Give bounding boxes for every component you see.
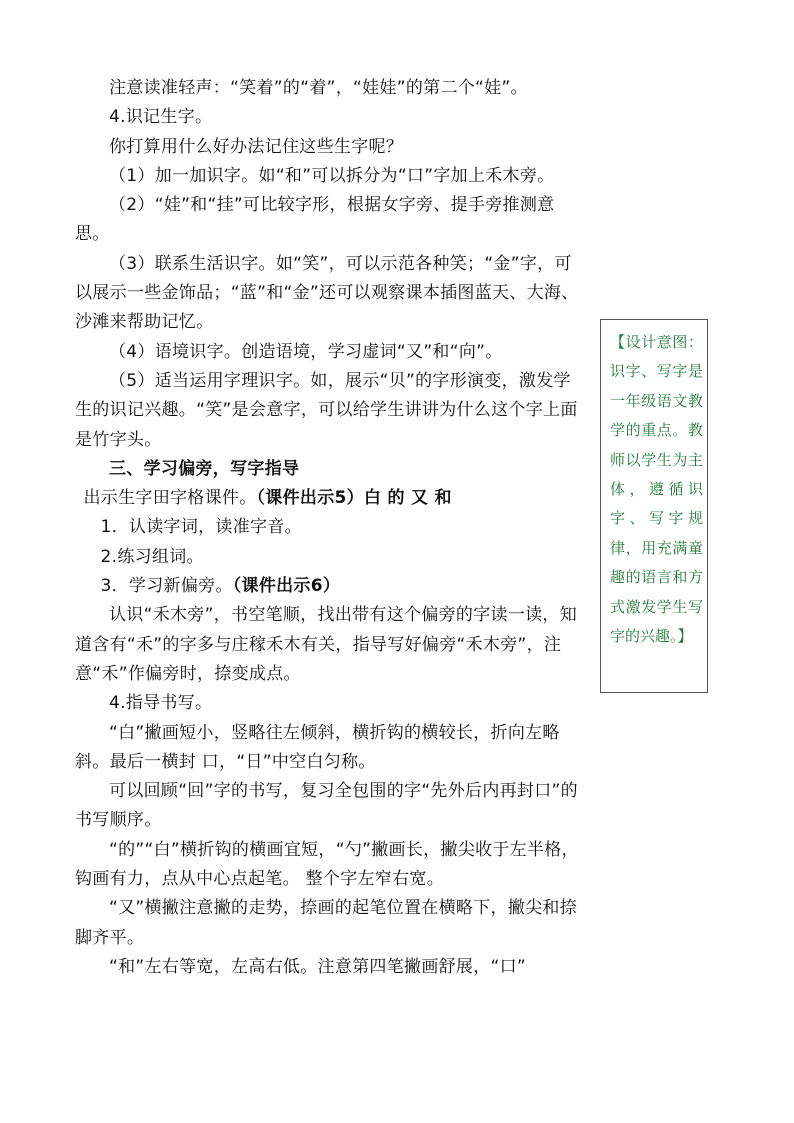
method-4-context: （4）语境识字。创造语境，学习虚词“又”和“向”。 bbox=[109, 341, 503, 362]
lesson-body bbox=[75, 74, 581, 982]
question-prompt: 你打算用什么好办法记住这些生字呢？ bbox=[109, 136, 404, 157]
step-3-radical bbox=[75, 572, 581, 601]
method-2-compare-shapes: （2）“娃”和“挂”可比较字形，根据女字旁、提手旁推测意思。 bbox=[75, 195, 555, 245]
method-1-add-strokes: （1）加一加识字。如“和”可以拆分为“口”字加上禾木旁。 bbox=[109, 165, 555, 186]
courseware-intro: 出示生字田字格课件。 bbox=[83, 488, 257, 509]
step-4-heading: 4.识记生字。 bbox=[109, 107, 213, 128]
radical-paragraph: 认识“禾木旁”，书空笔顺，找出带有这个偏旁的字读一读，知道含有“禾”的字多与庄稼禾木有关，指导写好偏旁“禾木旁”，注意“禾”作偏旁时，捺变成点。 bbox=[75, 605, 578, 684]
courseware-line-5 bbox=[75, 484, 581, 513]
method-5-etymology: （5）适当运用字理识字。如，展示“贝”的字形演变，激发学生的识记兴趣。“笑”是会意字，可以给学生讲讲为什么这个字上面是竹字头。 bbox=[75, 370, 578, 450]
step-3-label: 3．学习新偏旁。 bbox=[100, 576, 233, 597]
step-1-read: 1．认读字词，读准字音。 bbox=[100, 517, 302, 538]
writing-bai: “白”撇画短小，竖略往左倾斜，横折钩的横较长，折向左略斜。最后一横封 口，“日”中空白匀称。 bbox=[75, 722, 560, 772]
writing-you: “又”横撇注意撇的走势，捺画的起笔位置在横略下，撇尖和捺脚齐平。 bbox=[75, 898, 578, 948]
courseware-5-characters: （课件出示5）白 的 又 和 bbox=[256, 488, 452, 509]
writing-he: “和”左右等宽，左高右低。注意第四笔撇画舒展，“口” bbox=[109, 956, 527, 977]
design-intent-box bbox=[600, 319, 708, 693]
section-3-heading: 三、学习偏旁，写字指导 bbox=[109, 458, 300, 479]
step-4-writing: 4.指导书写。 bbox=[109, 693, 213, 714]
writing-review-hui: 可以回顾“回”字的书写，复习全包围的字“先外后内再封口”的书写顺序。 bbox=[75, 781, 578, 831]
method-3-life-context: （3）联系生活识字。如“笑”，可以示范各种笑；“金”字，可以展示一些金饰品；“蓝”和“金”还可以观察课本插图蓝天、大海、沙滩来帮助记忆。 bbox=[75, 253, 579, 333]
paragraph-light-tone: 注意读准轻声：“笑着”的“着”，“娃娃”的第二个“娃”。 bbox=[109, 78, 528, 98]
design-intent-text: 【设计意图：识字、写字是一年级语文教学的重点。教师以学生为主体，遵循识字、写字规律，用充满童趣的语言和方式激发学生写字的兴趣。】 bbox=[610, 333, 703, 646]
writing-de: “的”“白”横折钩的横画宜短，“勺”撇画长，撇尖收于左半格，钩画有力，点从中心点起笔。 整个字左窄右宽。 bbox=[75, 839, 579, 890]
step-2-words: 2.练习组词。 bbox=[100, 546, 204, 567]
courseware-6-label: （课件出示6） bbox=[232, 576, 341, 597]
